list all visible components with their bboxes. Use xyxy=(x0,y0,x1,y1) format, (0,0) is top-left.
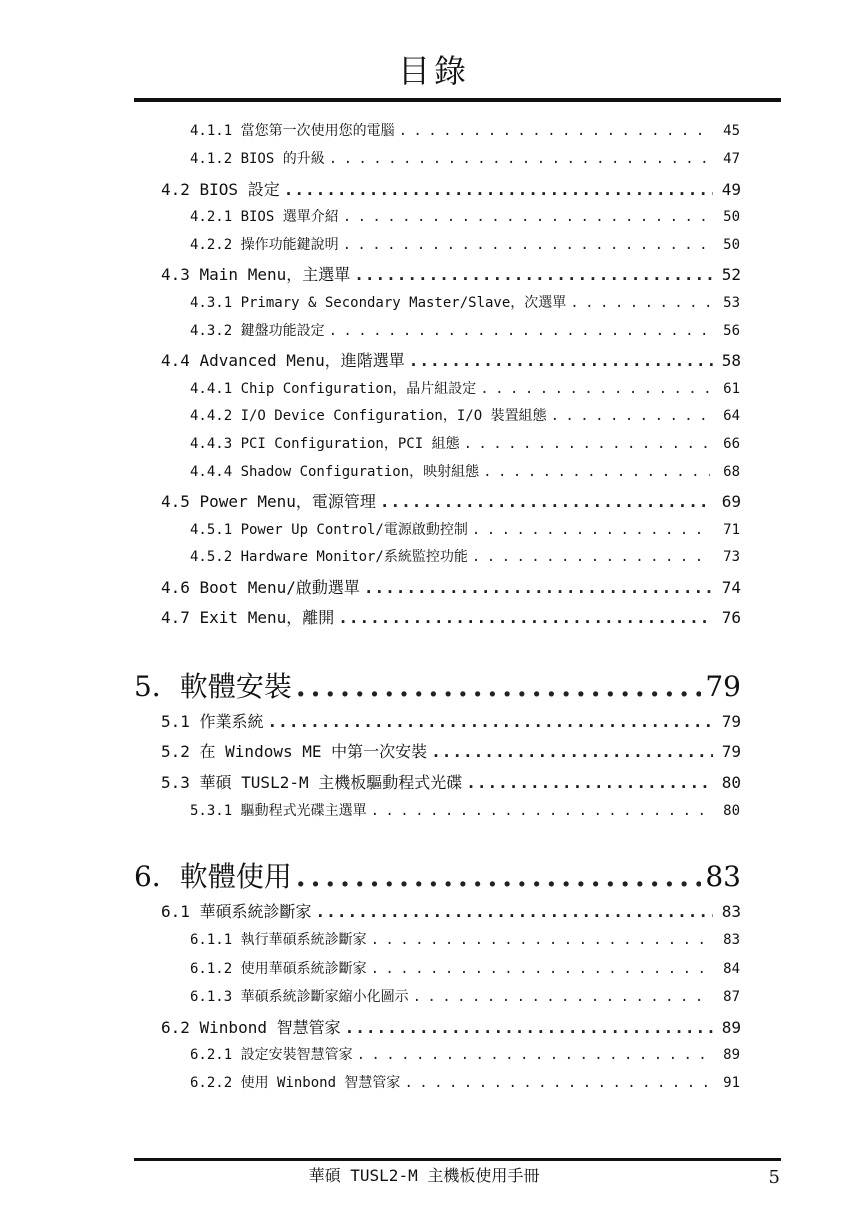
toc-entry-page: 79 xyxy=(721,742,741,761)
toc-entry xyxy=(161,177,741,200)
dot-leader xyxy=(357,1047,710,1063)
dot-leader xyxy=(343,209,710,225)
toc-entry-label: 4.4.3 PCI Configuration，PCI 組態 xyxy=(190,436,460,452)
toc-entry xyxy=(190,120,740,140)
toc-entry-page: 69 xyxy=(721,492,741,511)
toc-entry-label: 4.2.1 BIOS 選單介紹 xyxy=(190,209,339,225)
dot-leader xyxy=(472,522,710,538)
toc-entry-page: 84 xyxy=(723,961,740,977)
toc-entry-label: 4.4.4 Shadow Configuration，映射組態 xyxy=(190,464,480,480)
dot-leader xyxy=(343,237,710,253)
toc-entry xyxy=(190,234,740,254)
bottom-rule xyxy=(134,1158,781,1161)
dot-leader xyxy=(371,803,710,819)
toc-entry-label: 6．軟體使用 xyxy=(134,860,292,893)
toc-entry xyxy=(190,461,740,481)
dot-leader xyxy=(345,1018,713,1037)
toc-entry-page: 50 xyxy=(723,237,740,253)
dot-leader xyxy=(399,123,710,139)
footer-page-number: 5 xyxy=(768,1167,780,1188)
toc-entry xyxy=(161,575,741,598)
toc-entry xyxy=(190,800,740,820)
toc-entry-label: 5.3 華碩 TUSL2-M 主機板驅動程式光碟 xyxy=(161,773,463,792)
toc-entry-page: 47 xyxy=(723,151,740,167)
toc-entry-page: 53 xyxy=(723,295,740,311)
toc-entry-label: 4.4.1 Chip Configuration，晶片組設定 xyxy=(190,381,477,397)
toc-entry-label: 4.5 Power Menu，電源管理 xyxy=(161,492,376,511)
toc-entry-label: 6.2 Winbond 智慧管家 xyxy=(161,1018,341,1037)
toc-entry-label: 4.1.2 BIOS 的升級 xyxy=(190,151,325,167)
toc-entry-label: 5.3.1 驅動程式光碟主選單 xyxy=(190,803,367,819)
toc-entry-label: 4.1.1 當您第一次使用您的電腦 xyxy=(190,123,395,139)
dot-leader xyxy=(431,742,713,761)
dot-leader xyxy=(284,180,713,199)
toc-entry-page: 61 xyxy=(723,381,740,397)
toc-entry xyxy=(190,1072,740,1092)
toc-entry xyxy=(134,665,741,705)
dot-leader xyxy=(483,464,710,480)
toc-entry xyxy=(190,405,740,425)
toc-entry-label: 6.2.2 使用 Winbond 智慧管家 xyxy=(190,1075,401,1091)
dot-leader xyxy=(371,961,710,977)
toc-entry-label: 5.2 在 Windows ME 中第一次安裝 xyxy=(161,742,428,761)
toc-entry xyxy=(190,986,740,1006)
dot-leader xyxy=(338,608,713,627)
toc-entry-page: 76 xyxy=(721,608,741,627)
toc-entry-page: 52 xyxy=(721,265,741,284)
toc-entry xyxy=(190,320,740,340)
page-title: 目錄 xyxy=(397,52,470,90)
toc-entry xyxy=(190,1044,740,1064)
toc-entry-page: 87 xyxy=(723,989,740,1005)
dot-leader xyxy=(472,549,710,565)
dot-leader xyxy=(329,323,710,339)
toc-entry-page: 83 xyxy=(723,932,740,948)
toc-entry-page: 58 xyxy=(721,351,741,370)
toc-entry-label: 4.2 BIOS 設定 xyxy=(161,180,280,199)
dot-leader xyxy=(413,989,710,1005)
toc-entry-label: 6.1.2 使用華碩系統診斷家 xyxy=(190,961,367,977)
toc-entry xyxy=(161,739,741,762)
toc-entry-page: 91 xyxy=(723,1075,740,1091)
dot-leader xyxy=(371,932,710,948)
toc-entry xyxy=(161,770,741,793)
toc-entry-page: 66 xyxy=(723,436,740,452)
dot-leader xyxy=(296,670,702,703)
toc-entry-label: 4.4.2 I/O Device Configuration，I/O 裝置組態 xyxy=(190,408,547,424)
toc-entry-page: 68 xyxy=(723,464,740,480)
toc-entry-page: 89 xyxy=(723,1047,740,1063)
toc-entry xyxy=(190,519,740,539)
dot-leader xyxy=(380,492,713,511)
toc-entry xyxy=(190,148,740,168)
toc-entry-label: 4.2.2 操作功能鍵說明 xyxy=(190,237,339,253)
toc-entry xyxy=(161,348,741,371)
dot-leader xyxy=(364,578,713,597)
toc-entry xyxy=(161,1015,741,1038)
toc-entry xyxy=(161,709,741,732)
toc-entry-page: 45 xyxy=(723,123,740,139)
toc-entry-label: 4.3.2 鍵盤功能設定 xyxy=(190,323,325,339)
dot-leader xyxy=(466,773,713,792)
toc-entry-label: 4.5.1 Power Up Control/電源啟動控制 xyxy=(190,522,468,538)
toc-entry-label: 6.1 華碩系統診斷家 xyxy=(161,902,312,921)
dot-leader xyxy=(570,295,710,311)
toc-entry xyxy=(161,899,741,922)
toc-entry-label: 4.3 Main Menu，主選單 xyxy=(161,265,351,284)
dot-leader xyxy=(296,860,702,893)
toc-entry-page: 79 xyxy=(705,670,741,703)
toc-entry-page: 80 xyxy=(723,803,740,819)
dot-leader xyxy=(480,381,710,397)
dot-leader xyxy=(404,1075,710,1091)
toc-entry xyxy=(161,605,741,628)
toc-entry-label: 4.3.1 Primary & Secondary Master/Slave，次選單 xyxy=(190,295,567,311)
toc-entry-page: 49 xyxy=(721,180,741,199)
toc-entry-page: 83 xyxy=(705,860,741,893)
toc-entry-page: 74 xyxy=(721,578,741,597)
toc-entry xyxy=(190,292,740,312)
dot-leader xyxy=(354,265,713,284)
toc-entry xyxy=(190,433,740,453)
toc-entry-label: 6.2.1 設定安裝智慧管家 xyxy=(190,1047,353,1063)
dot-leader xyxy=(316,902,713,921)
toc-entry-page: 83 xyxy=(721,902,741,921)
toc-entry-label: 5.1 作業系統 xyxy=(161,712,264,731)
toc-entry xyxy=(161,489,741,512)
toc-entry xyxy=(161,262,741,285)
toc-entry-page: 64 xyxy=(723,408,740,424)
toc-entry-page: 80 xyxy=(721,773,741,792)
toc-entry xyxy=(190,206,740,226)
toc-entry xyxy=(190,546,740,566)
toc-entry-page: 56 xyxy=(723,323,740,339)
toc-entry xyxy=(134,855,741,895)
toc-entry xyxy=(190,958,740,978)
toc-entry-label: 6.1.1 執行華碩系統診斷家 xyxy=(190,932,367,948)
toc-entry-page: 89 xyxy=(721,1018,741,1037)
dot-leader xyxy=(464,436,710,452)
toc-entry-page: 50 xyxy=(723,209,740,225)
toc-entry-label: 4.5.2 Hardware Monitor/系統監控功能 xyxy=(190,549,468,565)
toc-entry-label: 4.6 Boot Menu/啟動選單 xyxy=(161,578,360,597)
dot-leader xyxy=(409,351,713,370)
toc-entry xyxy=(190,378,740,398)
dot-leader xyxy=(551,408,710,424)
dot-leader xyxy=(329,151,710,167)
toc-entry-label: 4.7 Exit Menu，離開 xyxy=(161,608,335,627)
toc-entry-label: 6.1.3 華碩系統診斷家縮小化圖示 xyxy=(190,989,409,1005)
toc-entry-page: 79 xyxy=(721,712,741,731)
toc-entry xyxy=(190,929,740,949)
toc-entry-label: 5．軟體安裝 xyxy=(134,670,292,703)
footer-manual-title: 華碩 TUSL2-M 主機板使用手冊 xyxy=(308,1166,540,1185)
toc-entry-page: 71 xyxy=(723,522,740,538)
dot-leader xyxy=(268,712,713,731)
toc-entry-label: 4.4 Advanced Menu，進階選單 xyxy=(161,351,405,370)
toc-entry-page: 73 xyxy=(723,549,740,565)
